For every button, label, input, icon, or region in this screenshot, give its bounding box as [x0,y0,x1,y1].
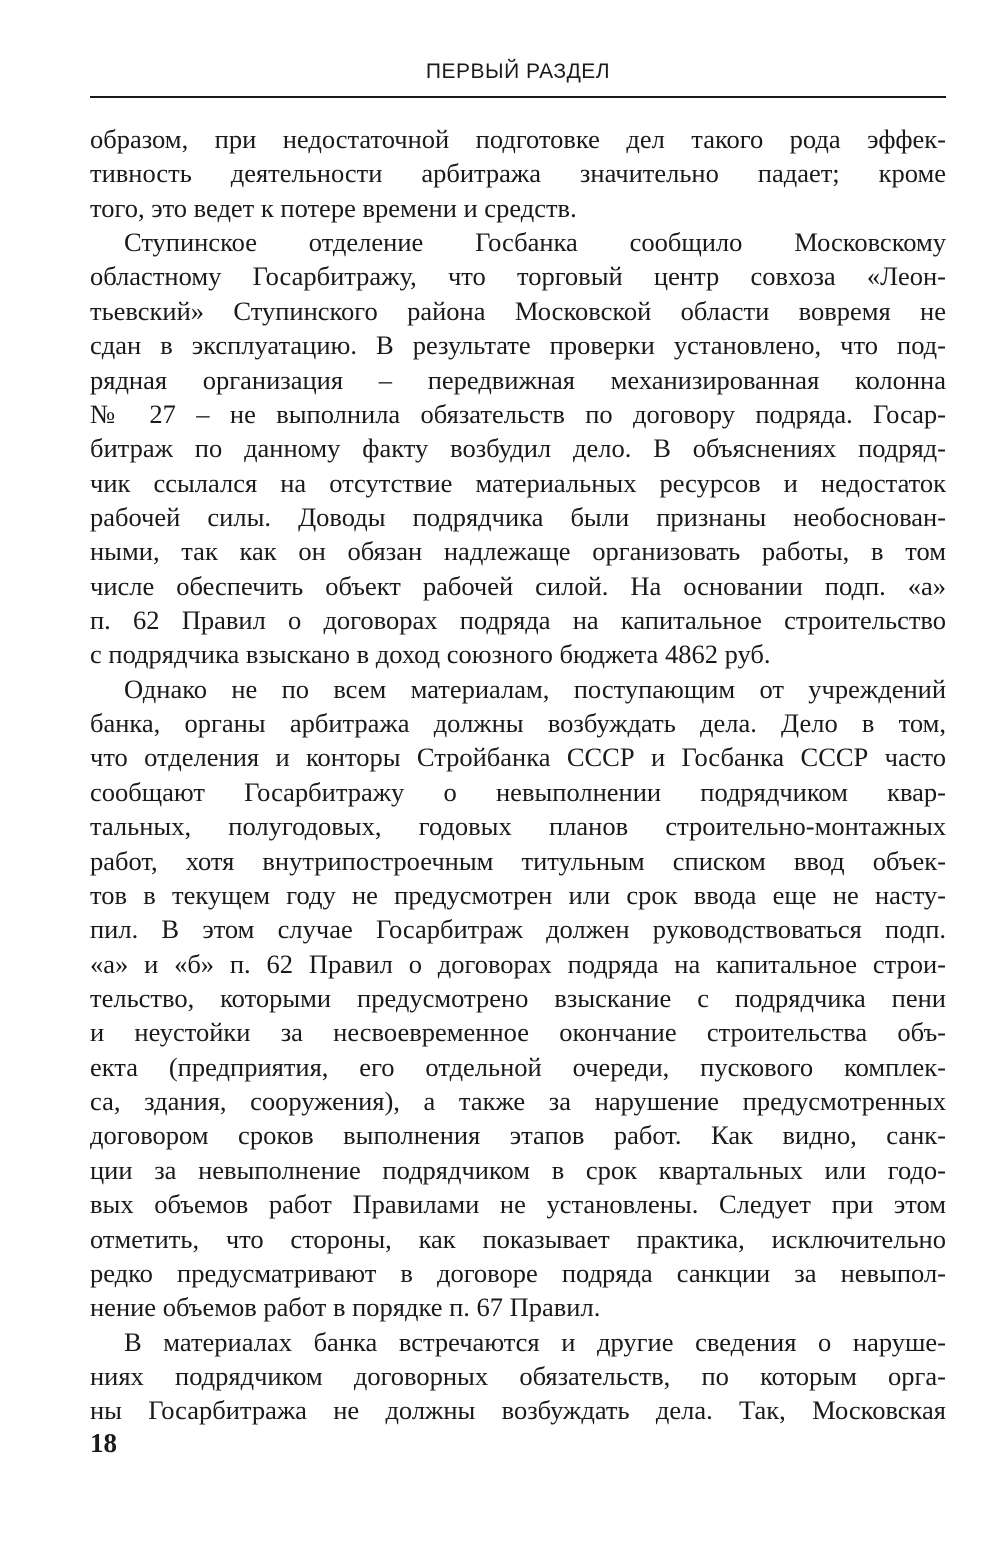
text-line: вых объемов работ Правилами не установлены. Следует при этом [90,1189,946,1220]
text-line: областному Госарбитражу, что торговый центр совхоза «Леон- [90,261,946,292]
text-line: нение объемов работ в порядке п. 67 Правил. [90,1292,601,1323]
text-line: екта (предприятия, его отдельной очереди, пускового комплек- [90,1051,946,1082]
text-line: редко предусматривают в договоре подряда санкции за невыпол- [90,1257,946,1288]
text-line: тивность деятельности арбитража значительно падает; кроме [90,158,946,189]
text-line: ции за невыполнение подрядчиком в срок квартальных или годо- [90,1154,946,1185]
text-line: тельство, которыми предусмотрено взыскание с подрядчика пени [90,982,946,1013]
text-line: того, это ведет к потере времени и средств. [90,192,577,223]
text-line: рядная организация – передвижная механизированная колонна [90,364,946,395]
text-line: «а» и «б» п. 62 Правил о договорах подряда на капитальное строи- [90,948,946,979]
text-line: сдан в эксплуатацию. В результате проверки установлено, что под- [90,330,946,361]
text-line: тьевский» Ступинского района Московской области вовремя не [90,295,946,326]
text-line: Однако не по всем материалам, поступающим от учреждений [124,673,946,704]
text-line: тов в текущем году не предусмотрен или срок ввода еще не насту- [90,879,946,910]
text-line: ны Госарбитража не должны возбуждать дела. Так, Московская [90,1395,946,1426]
text-line: битраж по данному факту возбудил дело. В объяснениях подряд- [90,433,946,464]
text-line: и неустойки за несвоевременное окончание строительства объ- [90,1017,946,1048]
text-line: сообщают Госарбитражу о невыполнении подрядчиком квар- [90,776,946,807]
text-line: ниях подрядчиком договорных обязательств, по которым орга- [90,1360,946,1391]
page-number: 18 [90,1428,117,1458]
text-line: числе обеспечить объект рабочей силой. На основании подп. «а» [90,570,946,601]
text-line: п. 62 Правил о договорах подряда на капитальное строительство [90,605,946,636]
text-line: договором сроков выполнения этапов работ. Как видно, санк- [90,1120,946,1151]
text-line: пил. В этом случае Госарбитраж должен руководствоваться подп. [90,914,946,945]
text-line: № 27 – не выполнила обязательств по договору подряда. Госар- [90,398,946,429]
running-header [90,52,946,98]
text-line: с подрядчика взыскано в доход союзного бюджета 4862 руб. [90,639,771,670]
text-line: ными, так как он обязан надлежаще организовать работы, в том [90,536,946,567]
body-text [90,122,946,1428]
text-line: образом, при недостаточной подготовке дел такого рода эффек- [90,124,946,154]
text-line: рабочей силы. Доводы подрядчика были признаны необоснован- [90,501,946,532]
text-line: работ, хотя внутрипостроечным титульным списком ввод объек- [90,845,946,876]
section-title: ПЕРВЫЙ РАЗДЕЛ [425,60,611,83]
text-line: тальных, полугодовых, годовых планов строительно-монтажных [90,811,946,842]
text-line: Ступинское отделение Госбанка сообщило Московскому [124,227,946,258]
text-line: са, здания, сооружения), а также за нарушение предусмотренных [90,1086,946,1117]
text-line: что отделения и конторы Стройбанка СССР и Госбанка СССР часто [90,742,946,773]
text-line: чик ссылался на отсутствие материальных ресурсов и недостаток [90,467,946,498]
text-line: В материалах банка встречаются и другие сведения о наруше- [124,1326,946,1357]
text-line: отметить, что стороны, как показывает практика, исключительно [90,1223,946,1254]
text-line: банка, органы арбитража должны возбуждать дела. Дело в том, [90,708,946,739]
